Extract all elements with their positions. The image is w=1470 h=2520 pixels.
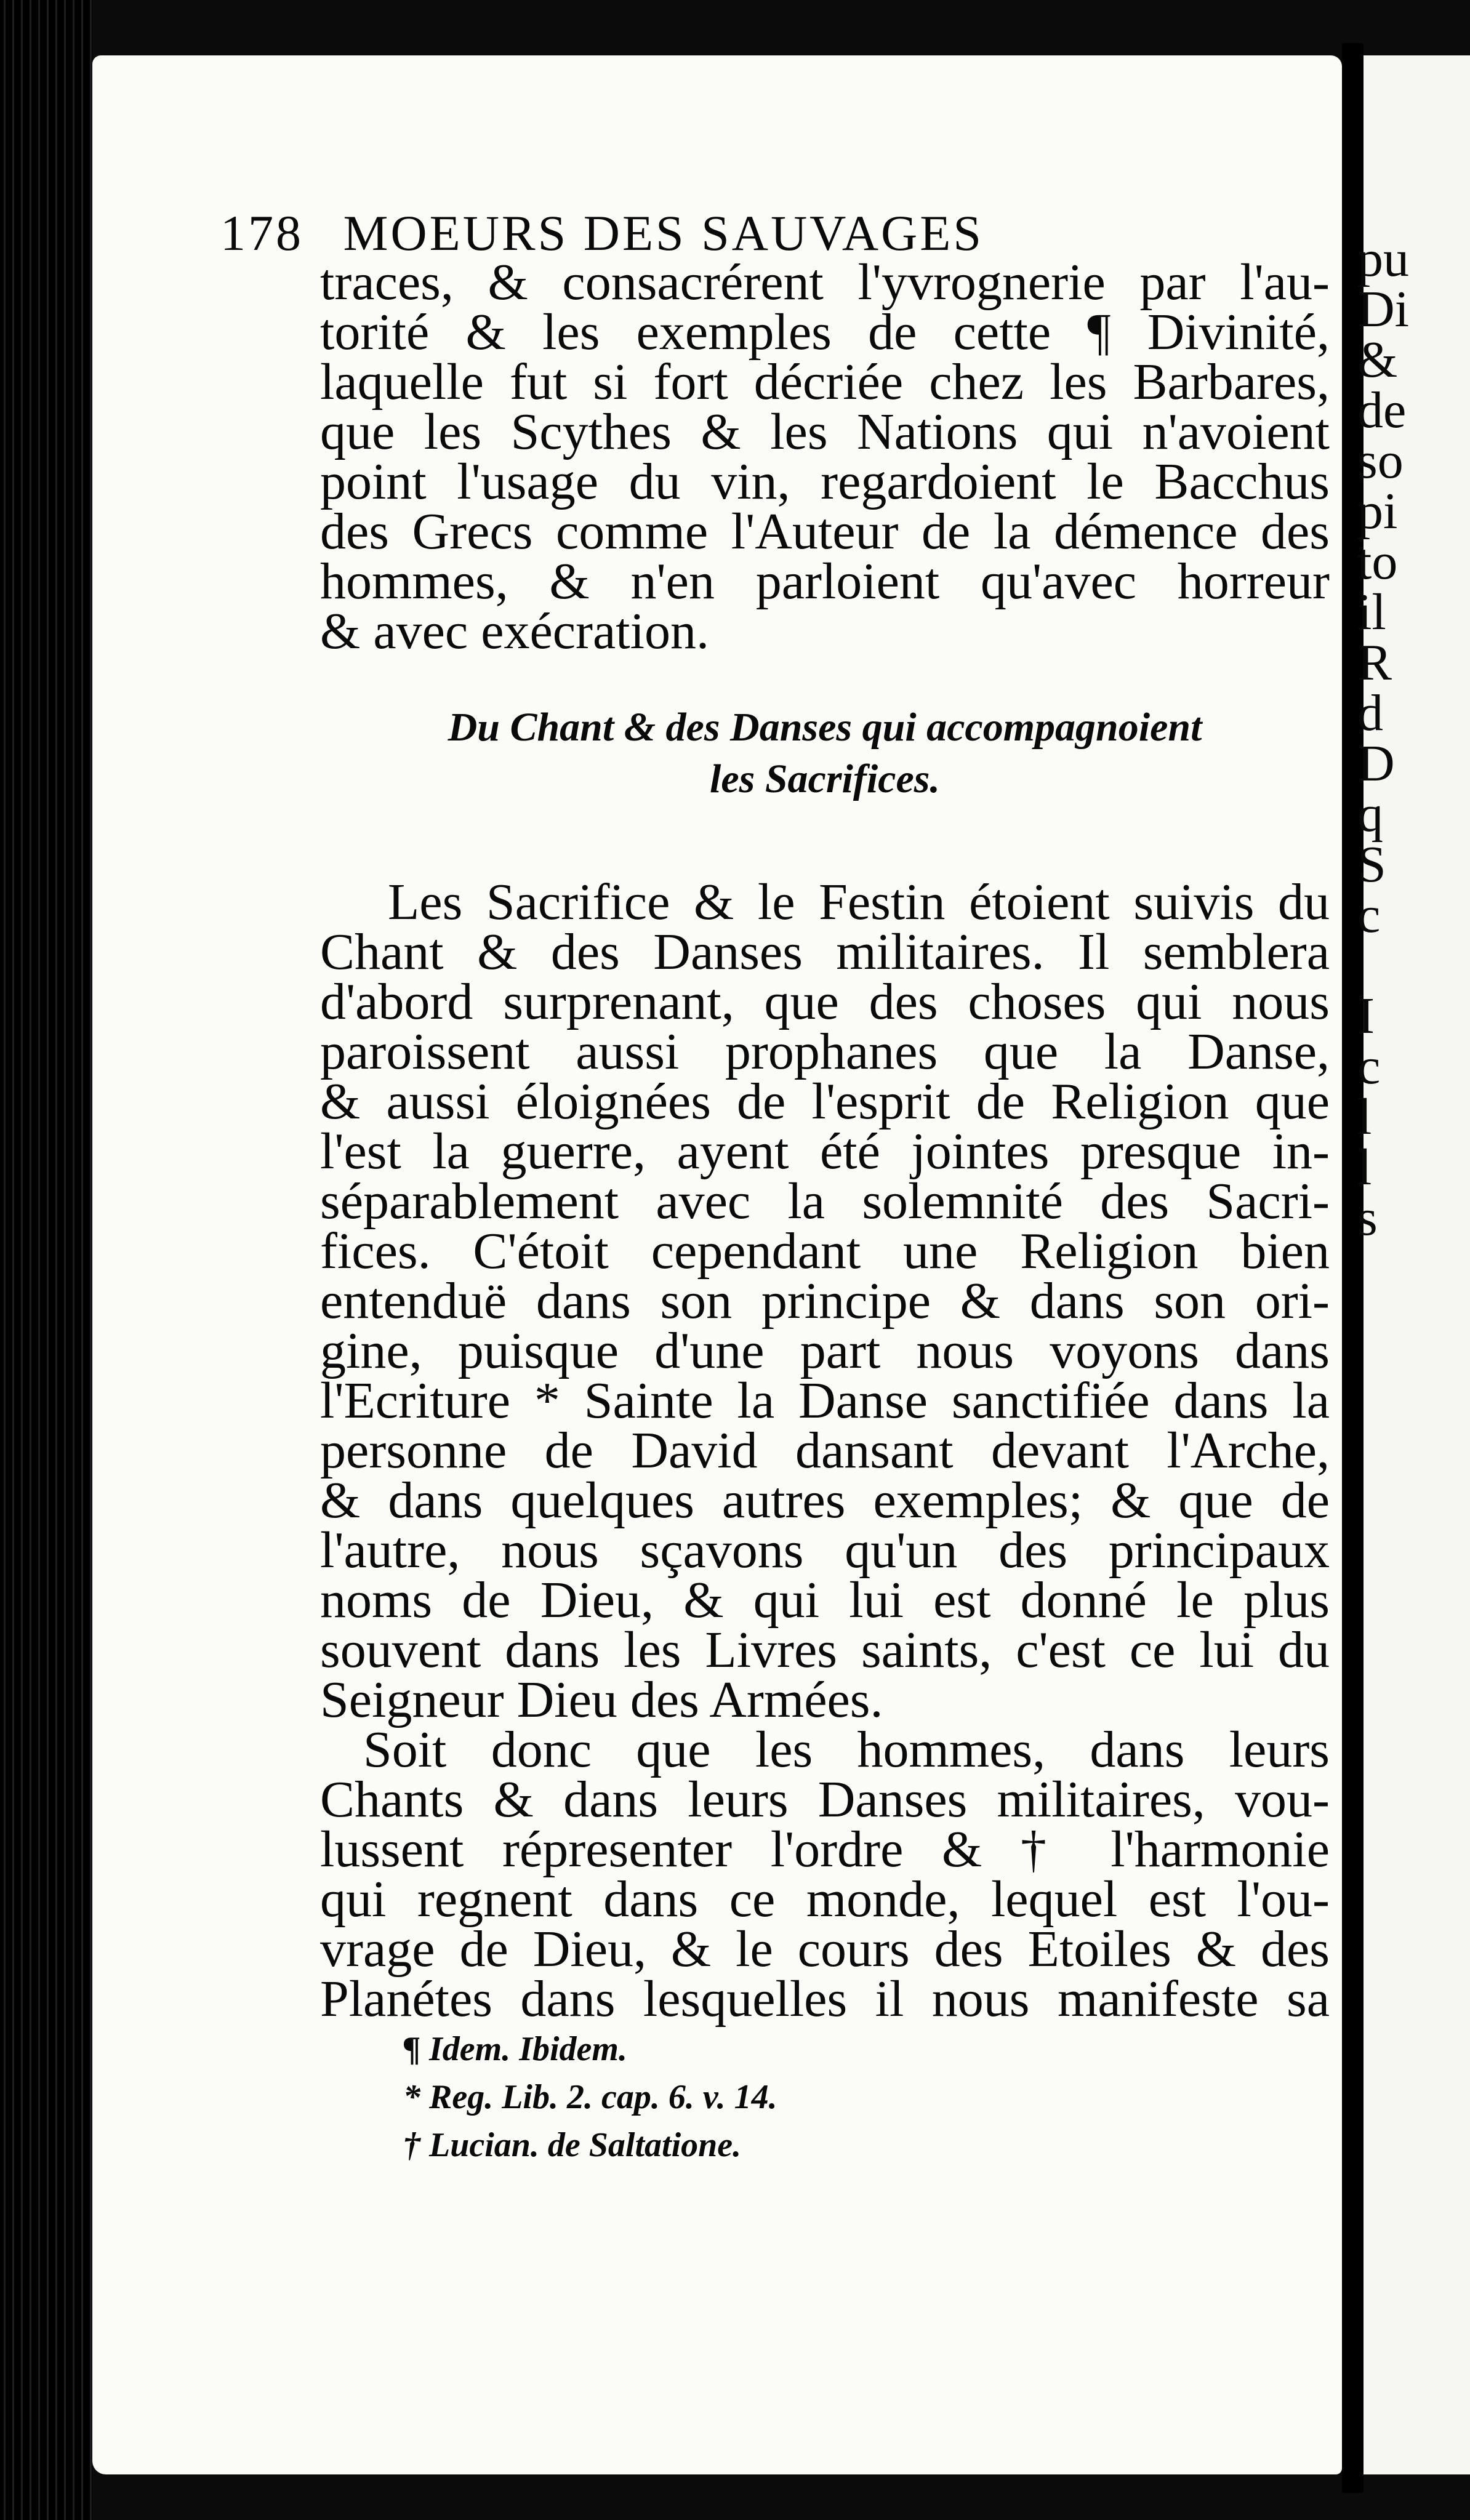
text-line: d'abord surprenant, que des choses qui nous — [320, 973, 1330, 1030]
text-line: entenduë dans son principe & dans son ori- — [320, 1272, 1330, 1330]
text-line: lussent répresenter l'ordre & † l'harmonie — [320, 1821, 1330, 1878]
text-line: traces, & consacrérent l'yvrognerie par l'au- — [320, 254, 1330, 311]
fragment: l — [1357, 1088, 1372, 1146]
text-line: & avec exécration. — [320, 603, 709, 660]
text-line: Les Sacrifice & le Festin étoient suivis du — [388, 873, 1330, 931]
footnote: † Lucian. de Saltatione. — [403, 2126, 742, 2164]
fragment: Di — [1357, 281, 1409, 338]
facing-page-text — [1357, 230, 1409, 1246]
fragment: pu — [1357, 230, 1409, 287]
heading-line: Du Chant & des Danses qui accompagnoient — [448, 705, 1202, 750]
section-body — [320, 873, 1330, 2028]
fragment: il — [1357, 584, 1386, 641]
section-heading — [320, 702, 1330, 805]
text-line: qui regnent dans ce monde, lequel est l'ou- — [320, 1871, 1330, 1928]
fragment: l — [1357, 1139, 1372, 1196]
text-line: des Grecs comme l'Auteur de la démence des — [320, 503, 1330, 560]
text-line: personne de David dansant devant l'Arche, — [320, 1422, 1330, 1479]
text-line: noms de Dieu, & qui lui est donné le plus — [320, 1571, 1330, 1629]
text-line: torité & les exemples de cette ¶ Divinité, — [320, 303, 1330, 361]
fragment: & — [1357, 331, 1398, 388]
text-line: l'autre, nous sçavons qu'un des principaux — [320, 1522, 1330, 1579]
fragment: pi — [1357, 483, 1398, 540]
fragment: de — [1357, 382, 1407, 439]
fragment: I — [1357, 987, 1375, 1045]
text-line: Seigneur Dieu des Armées. — [320, 1671, 883, 1728]
heading-line: les Sacrifices. — [710, 756, 940, 801]
text-line: point l'usage du vin, regardoient le Bacchus — [320, 453, 1330, 510]
text-line: vrage de Dieu, & le cours des Etoiles & des — [320, 1920, 1330, 1978]
text-line: que les Scythes & les Nations qui n'avoient — [320, 403, 1330, 460]
fragment — [1357, 941, 1409, 991]
running-title: MOEURS DES SAUVAGES — [343, 205, 984, 261]
fragment: c — [1357, 886, 1381, 944]
text-line: gine, puisque d'une part nous voyons dans — [320, 1322, 1330, 1379]
text-line: Soit donc que les hommes, dans leurs — [363, 1721, 1330, 1778]
text-line: Chant & des Danses militaires. Il semblera — [320, 923, 1330, 981]
fragment: c — [1357, 1038, 1381, 1095]
text-line: Chants & dans leurs Danses militaires, vou- — [320, 1771, 1330, 1828]
text-line: souvent dans les Livres saints, c'est ce lui du — [320, 1621, 1330, 1679]
fragment: d — [1357, 684, 1383, 742]
fragment: q — [1357, 785, 1383, 843]
paragraph-continuation — [320, 254, 1330, 660]
fragment: to — [1357, 533, 1398, 590]
text-line: l'est la guerre, ayent été jointes presque in- — [320, 1123, 1330, 1180]
footnotes — [403, 2025, 1142, 2169]
text-line: fices. C'étoit cependant une Religion bien — [320, 1222, 1330, 1280]
scan-edge-left — [0, 0, 92, 2520]
footnote: ¶ Idem. Ibidem. — [403, 2030, 627, 2068]
text-line: Planétes dans lesquelles il nous manifeste sa — [320, 1970, 1330, 2028]
fragment: R — [1357, 634, 1392, 691]
text-line: paroissent aussi prophanes que la Danse, — [320, 1023, 1330, 1080]
text-line: séparablement avec la solemnité des Sacri- — [320, 1173, 1330, 1230]
fragment: S — [1357, 836, 1386, 893]
text-line: & aussi éloignées de l'esprit de Religion que — [320, 1073, 1330, 1130]
text-line: & dans quelques autres exemples; & que de — [320, 1472, 1330, 1529]
footnote: * Reg. Lib. 2. cap. 6. v. 14. — [403, 2078, 777, 2116]
text-line: hommes, & n'en parloient qu'avec horreur — [320, 553, 1330, 610]
text-line: l'Ecriture * Sainte la Danse sanctifiée dans la — [320, 1372, 1330, 1429]
page-number: 178 — [220, 205, 303, 261]
fragment: so — [1357, 432, 1404, 489]
fragment: s — [1357, 1189, 1378, 1246]
text-line: laquelle fut si fort décriée chez les Barbares, — [320, 353, 1330, 411]
fragment: D — [1357, 735, 1395, 792]
